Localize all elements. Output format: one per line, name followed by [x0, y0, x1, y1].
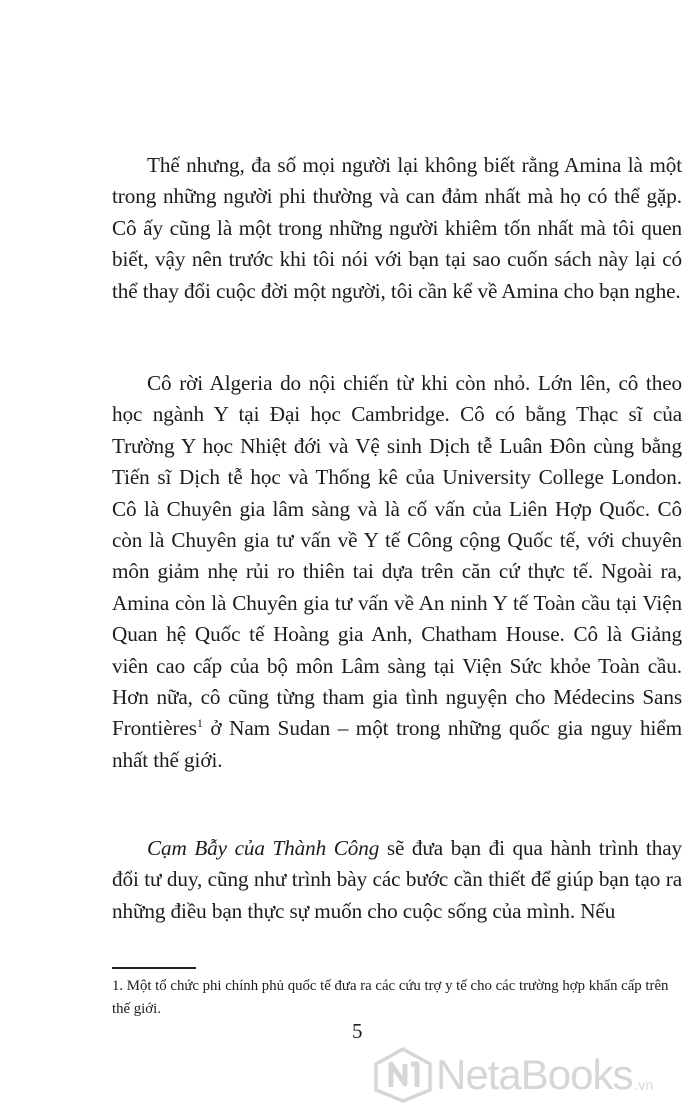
- paragraph-2-text-a: Cô rời Algeria do nội chiến từ khi còn nhỏ. Lớn lên, cô theo học ngành Y tại Đại học Cambridge. Cô có bằng Thạc sĩ của Trường Y học Nhiệt đới và Vệ sinh Dịch tễ Luân Đôn cùng bằng Tiến sĩ Dịch tễ học và Thống kê của University College London. Cô là Chuyên gia lâm sàng và là cố vấn của Liên Hợp Quốc. Cô còn là Chuyên gia tư vấn về Y tế Công cộng Quốc tế, với chuyên môn giảm nhẹ rủi ro thiên tai dựa trên căn cứ thực tế. Ngoài ra, Amina còn là Chuyên gia tư vấn về An ninh Y tế Toàn cầu tại Viện Quan hệ Quốc tế Hoàng gia Anh, Chatham House. Cô là Giảng viên cao cấp của bộ môn Lâm sàng tại Viện Sức khỏe Toàn cầu. Hơn nữa, cô cũng từng tham gia tình nguyện cho Médecins Sans Frontières: [112, 371, 682, 741]
- watermark: [372, 1047, 653, 1103]
- watermark-text: NetaBooks: [436, 1051, 633, 1098]
- paragraph-2-text-b: ở Nam Sudan – một trong những quốc gia nguy hiểm nhất thế giới.: [112, 716, 682, 772]
- page-number: 5: [352, 1019, 363, 1043]
- footnote-divider: [112, 967, 196, 969]
- footnote-marker: 1: [196, 716, 203, 731]
- footnote: 1. Một tổ chức phi chính phủ quốc tế đưa ra các cứu trợ y tế cho các trường hợp khẩn cấp trên thế giới.: [112, 978, 669, 1017]
- paragraph-2: [112, 368, 682, 776]
- paragraph-3: [112, 833, 682, 927]
- netabooks-logo-icon: [372, 1047, 434, 1103]
- book-title: Cạm Bẫy của Thành Công: [147, 836, 380, 860]
- watermark-suffix: .vn: [634, 1077, 654, 1093]
- paragraph-1: Thế nhưng, đa số mọi người lại không biết rằng Amina là một trong những người phi thường và can đảm nhất mà họ có thể gặp. Cô ấy cũng là một trong những người khiêm tốn nhất mà tôi quen biết, vậy nên trước khi tôi nói với bạn tại sao cuốn sách này lại có thể thay đổi cuộc đời một người, tôi cần kể về Amina cho bạn nghe.: [112, 153, 682, 303]
- paragraph-3-text: sẽ đưa bạn đi qua hành trình thay đổi tư duy, cũng như trình bày các bước cần thiết để giúp bạn tạo ra những điều bạn thực sự muốn cho cuộc sống của mình. Nếu: [112, 836, 682, 923]
